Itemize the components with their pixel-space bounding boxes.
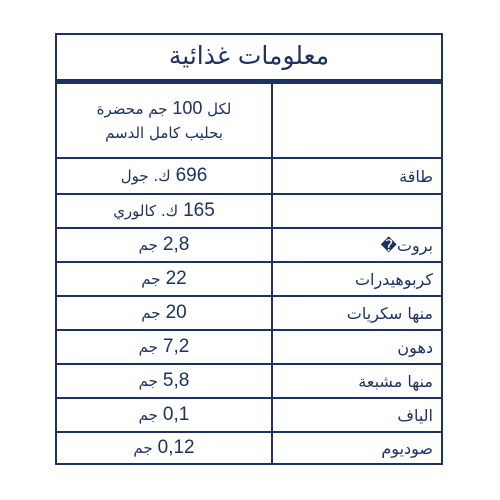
nutrient-label: الياف <box>397 405 433 425</box>
table-row <box>57 229 441 263</box>
per-serving-line-1 <box>97 96 232 121</box>
value-number: 0,1 <box>162 404 190 425</box>
nutrient-value <box>57 331 271 363</box>
nutrient-value <box>57 159 271 193</box>
nutrient-value <box>57 399 271 431</box>
value-number: 22 <box>165 268 187 289</box>
column-divider <box>271 365 273 397</box>
nutrient-label: دهون <box>397 337 433 357</box>
nutrient-label: طاقة <box>399 166 433 186</box>
column-divider <box>271 84 273 157</box>
value-unit: ك. جول <box>120 167 171 185</box>
nutrient-value <box>57 297 271 329</box>
per-serving-amount: 100 <box>172 98 203 118</box>
nutrient-value <box>57 365 271 397</box>
value-unit: جم <box>141 304 161 322</box>
per-serving-line-2: بحليب كامل الدسم <box>105 124 223 142</box>
value-number: 696 <box>175 165 208 186</box>
nutrient-value <box>57 195 271 227</box>
table-row <box>57 159 441 195</box>
column-divider <box>271 229 273 261</box>
nutrient-label: صوديوم <box>381 438 433 458</box>
value-unit: جم <box>138 236 158 254</box>
value-unit: جم <box>138 406 158 424</box>
nutrient-value <box>57 263 271 295</box>
column-divider <box>271 399 273 431</box>
table-row <box>57 365 441 399</box>
table-title: معلومات غذائية <box>168 41 330 70</box>
column-divider <box>271 159 273 193</box>
nutrient-value <box>57 433 271 463</box>
nutrition-facts-table <box>55 33 443 465</box>
per-serving-suffix: جم محضرة <box>96 100 168 118</box>
column-divider <box>271 433 273 463</box>
column-divider <box>271 331 273 363</box>
nutrient-label: منها مشبعة <box>358 371 433 391</box>
header-row <box>57 84 441 159</box>
value-number: 20 <box>165 302 187 323</box>
table-row <box>57 433 441 463</box>
per-serving-note <box>57 84 271 157</box>
value-number: 7,2 <box>162 336 190 357</box>
nutrient-label: بروت� <box>380 235 433 255</box>
value-number: 5,8 <box>162 370 190 391</box>
table-row <box>57 297 441 331</box>
nutrient-value <box>57 229 271 261</box>
value-unit: جم <box>141 270 161 288</box>
column-divider <box>271 195 273 227</box>
column-divider <box>271 263 273 295</box>
table-row <box>57 263 441 297</box>
table-row <box>57 195 441 229</box>
column-divider <box>271 297 273 329</box>
value-number: 2,8 <box>162 234 190 255</box>
value-unit: جم <box>138 338 158 356</box>
value-number: 165 <box>183 200 215 221</box>
value-number: 0,12 <box>157 437 195 458</box>
value-unit: جم <box>138 372 158 390</box>
table-row <box>57 331 441 365</box>
table-row <box>57 399 441 433</box>
value-unit: ك. كالوري <box>113 202 179 220</box>
value-unit: جم <box>133 439 153 457</box>
nutrient-label: منها سكريات <box>346 303 433 323</box>
per-serving-prefix: لكل <box>207 100 232 118</box>
nutrient-label: كربوهيدرات <box>354 269 433 289</box>
